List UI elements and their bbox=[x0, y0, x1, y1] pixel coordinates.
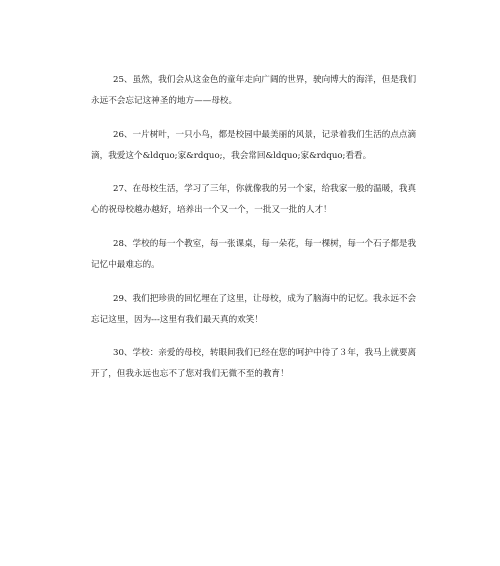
paragraph-26 bbox=[91, 125, 421, 167]
paragraph-28 bbox=[91, 234, 421, 276]
paragraph-30 bbox=[91, 343, 421, 385]
paragraph-line: 26、一片树叶，一只小鸟，都是校园中最美丽的风景，记录着我们生活的点点滴 bbox=[113, 130, 417, 140]
paragraph-25 bbox=[91, 70, 421, 112]
paragraph-line: 28、学校的每一个教室，每一张课桌，每一朵花，每一棵树，每一个石子都是我 bbox=[113, 239, 417, 249]
paragraph-line: 25、虽然，我们会从这金色的童年走向广阔的世界，驶向博大的海洋，但是我们 bbox=[113, 75, 417, 85]
paragraph-27 bbox=[91, 179, 421, 221]
paragraph-29 bbox=[91, 289, 421, 331]
paragraph-line: 滴，我爱这个&ldquo;家&rdquo;，我会常回&ldquo;家&rdquo;看看。 bbox=[91, 151, 372, 161]
paragraph-line: 心的祝母校越办越好，培养出一个又一个，一批又一批的人才！ bbox=[91, 205, 332, 215]
paragraph-line: 开了，但我永远也忘不了您对我们无微不至的教育！ bbox=[91, 369, 289, 379]
paragraph-line: 忘记这里，因为---这里有我们最天真的欢笑！ bbox=[91, 315, 263, 325]
paragraph-line: 30、学校：亲爱的母校，转眼间我们已经在您的呵护中待了３年，我马上就要离 bbox=[113, 348, 417, 358]
paragraph-line: 永远不会忘记这神圣的地方——母校。 bbox=[91, 96, 238, 106]
paragraph-line: 29、我们把珍贵的回忆埋在了这里，让母校，成为了脑海中的记忆。我永远不会 bbox=[113, 294, 417, 304]
paragraph-line: 27、在母校生活，学习了三年，你就像我的另一个家，给我家一般的温暖，我真 bbox=[113, 184, 417, 194]
paragraph-line: 记忆中最难忘的。 bbox=[91, 260, 160, 270]
